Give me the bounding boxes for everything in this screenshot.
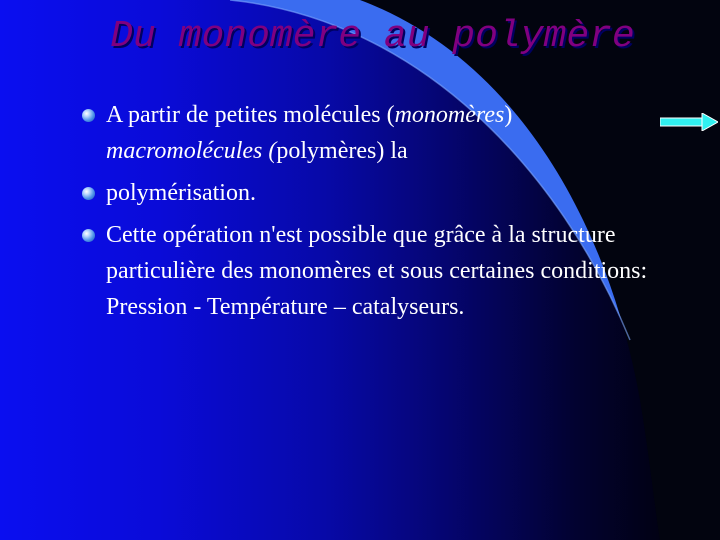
- bullet-italic-term: macromolécules (: [106, 138, 277, 164]
- bullet-text: polymères) la: [276, 138, 408, 164]
- bullet-item: [80, 97, 700, 169]
- bullet-text: ): [504, 102, 513, 128]
- bullet-item: [80, 175, 700, 211]
- bullet-icon: [82, 229, 95, 242]
- bullet-list: [80, 97, 700, 331]
- bullet-icon: [82, 109, 95, 122]
- slide-title: Du monomère au polymère: [110, 15, 635, 58]
- right-arrow-icon: [660, 113, 718, 131]
- bullet-text: Cette opération n'est possible que grâce à la structure particulière des monomères et sous certaines conditions: Pression - Température – catalyseurs.: [106, 222, 648, 320]
- bullet-icon: [82, 187, 95, 200]
- bullet-italic-term: monomères: [394, 102, 505, 128]
- bullet-text: A partir de petites molécules (: [106, 102, 395, 128]
- bullet-text: polymérisation.: [106, 180, 256, 206]
- bullet-item: [80, 217, 700, 325]
